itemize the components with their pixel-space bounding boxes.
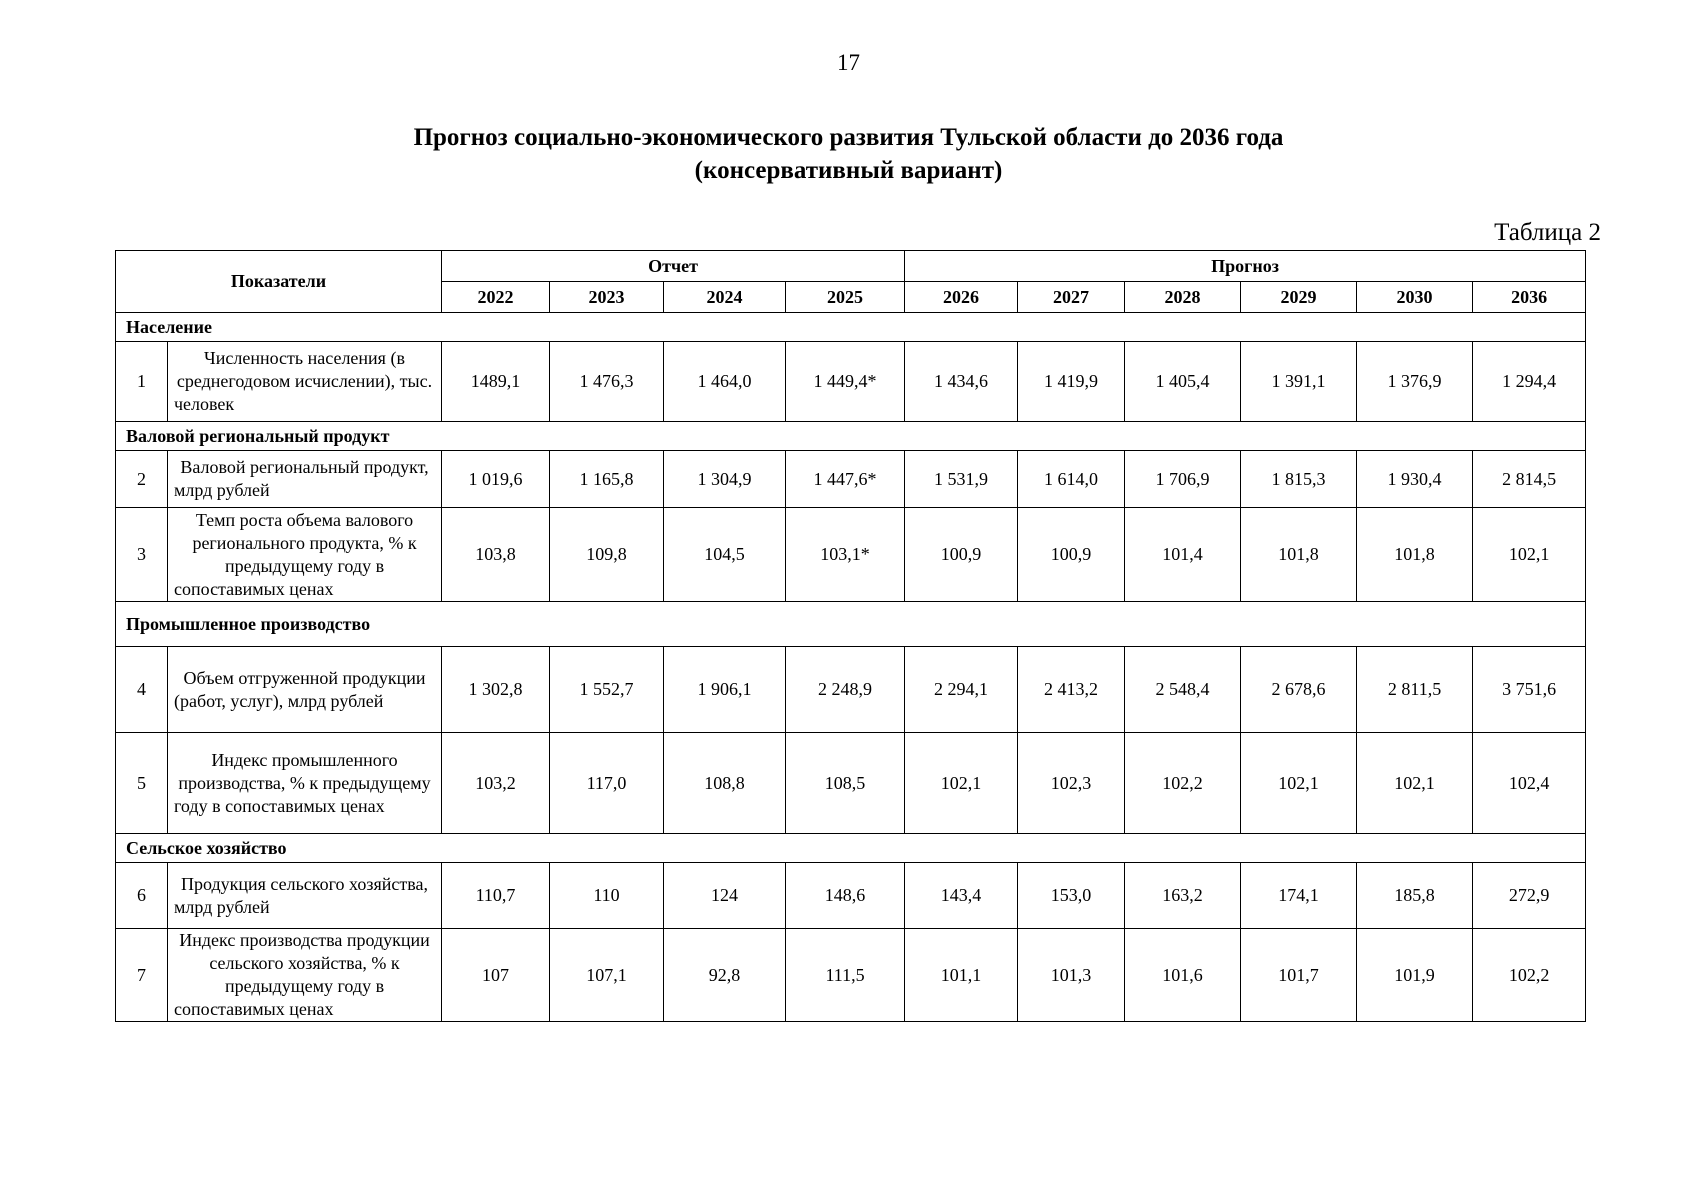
value-cell-2028: 101,6	[1125, 929, 1241, 1022]
value-cell-2025: 148,6	[786, 863, 905, 929]
value-cell-2025: 103,1*	[786, 508, 905, 602]
header-year-2036: 2036	[1473, 282, 1586, 313]
header-indicators: Показатели	[116, 251, 442, 313]
row-number: 2	[116, 451, 168, 508]
header-year-2024: 2024	[664, 282, 786, 313]
value-cell-2028: 101,4	[1125, 508, 1241, 602]
value-cell-2028: 163,2	[1125, 863, 1241, 929]
value-cell-2030: 2 811,5	[1357, 647, 1473, 733]
value-cell-2029: 101,7	[1241, 929, 1357, 1022]
value-cell-2026: 102,1	[905, 733, 1018, 834]
value-cell-2027: 2 413,2	[1018, 647, 1125, 733]
table-row	[116, 929, 1586, 1022]
value-cell-2026: 1 434,6	[905, 342, 1018, 422]
value-cell-2023: 117,0	[550, 733, 664, 834]
row-label: Продукция сельского хозяйства, млрд рублей	[168, 863, 442, 929]
document-title	[0, 121, 1697, 187]
table-row	[116, 733, 1586, 834]
value-cell-2022: 110,7	[442, 863, 550, 929]
header-year-2022: 2022	[442, 282, 550, 313]
value-cell-2025: 1 447,6*	[786, 451, 905, 508]
value-cell-2025: 108,5	[786, 733, 905, 834]
value-cell-2026: 2 294,1	[905, 647, 1018, 733]
value-cell-2036: 102,1	[1473, 508, 1586, 602]
value-cell-2029: 1 391,1	[1241, 342, 1357, 422]
value-cell-2028: 1 706,9	[1125, 451, 1241, 508]
value-cell-2022: 107	[442, 929, 550, 1022]
section-title: Население	[116, 313, 1586, 342]
value-cell-2036: 3 751,6	[1473, 647, 1586, 733]
value-cell-2025: 111,5	[786, 929, 905, 1022]
header-year-2025: 2025	[786, 282, 905, 313]
value-cell-2036: 272,9	[1473, 863, 1586, 929]
value-cell-2027: 153,0	[1018, 863, 1125, 929]
row-number: 5	[116, 733, 168, 834]
value-cell-2027: 1 419,9	[1018, 342, 1125, 422]
row-number: 1	[116, 342, 168, 422]
value-cell-2036: 102,4	[1473, 733, 1586, 834]
value-cell-2023: 1 552,7	[550, 647, 664, 733]
value-cell-2022: 1 302,8	[442, 647, 550, 733]
value-cell-2023: 1 165,8	[550, 451, 664, 508]
value-cell-2024: 92,8	[664, 929, 786, 1022]
section-row	[116, 422, 1586, 451]
value-cell-2023: 110	[550, 863, 664, 929]
value-cell-2030: 101,9	[1357, 929, 1473, 1022]
value-cell-2027: 1 614,0	[1018, 451, 1125, 508]
table-row	[116, 342, 1586, 422]
value-cell-2030: 1 930,4	[1357, 451, 1473, 508]
value-cell-2024: 124	[664, 863, 786, 929]
row-label: Темп роста объема валового регионального продукта, % к предыдущему году в сопоставимых ценах	[168, 508, 442, 602]
value-cell-2030: 1 376,9	[1357, 342, 1473, 422]
value-cell-2029: 174,1	[1241, 863, 1357, 929]
value-cell-2036: 2 814,5	[1473, 451, 1586, 508]
value-cell-2022: 103,2	[442, 733, 550, 834]
header-year-2029: 2029	[1241, 282, 1357, 313]
value-cell-2030: 101,8	[1357, 508, 1473, 602]
value-cell-2025: 1 449,4*	[786, 342, 905, 422]
row-label: Индекс промышленного производства, % к предыдущему году в сопоставимых ценах	[168, 733, 442, 834]
value-cell-2029: 2 678,6	[1241, 647, 1357, 733]
table-row	[116, 508, 1586, 602]
header-year-2027: 2027	[1018, 282, 1125, 313]
value-cell-2024: 1 464,0	[664, 342, 786, 422]
table-caption: Таблица 2	[1494, 219, 1601, 246]
value-cell-2036: 1 294,4	[1473, 342, 1586, 422]
row-number: 6	[116, 863, 168, 929]
section-row	[116, 313, 1586, 342]
value-cell-2029: 1 815,3	[1241, 451, 1357, 508]
title-line-2: (консервативный вариант)	[694, 157, 1003, 184]
row-number: 4	[116, 647, 168, 733]
value-cell-2024: 1 304,9	[664, 451, 786, 508]
section-row	[116, 834, 1586, 863]
value-cell-2027: 101,3	[1018, 929, 1125, 1022]
header-year-2030: 2030	[1357, 282, 1473, 313]
value-cell-2026: 143,4	[905, 863, 1018, 929]
value-cell-2022: 103,8	[442, 508, 550, 602]
value-cell-2023: 1 476,3	[550, 342, 664, 422]
value-cell-2026: 100,9	[905, 508, 1018, 602]
row-label: Индекс производства продукции сельского хозяйства, % к предыдущему году в сопоставимых ценах	[168, 929, 442, 1022]
title-line-1: Прогноз социально-экономического развития Тульской области до 2036 года	[413, 124, 1284, 151]
value-cell-2022: 1 019,6	[442, 451, 550, 508]
value-cell-2024: 1 906,1	[664, 647, 786, 733]
value-cell-2030: 102,1	[1357, 733, 1473, 834]
page-number: 17	[837, 50, 860, 75]
value-cell-2023: 107,1	[550, 929, 664, 1022]
value-cell-2022: 1489,1	[442, 342, 550, 422]
header-report: Отчет	[442, 251, 905, 282]
table-header	[116, 251, 1586, 313]
section-title: Валовой региональный продукт	[116, 422, 1586, 451]
value-cell-2024: 104,5	[664, 508, 786, 602]
value-cell-2028: 2 548,4	[1125, 647, 1241, 733]
forecast-table	[115, 250, 1586, 1022]
header-year-2028: 2028	[1125, 282, 1241, 313]
value-cell-2026: 1 531,9	[905, 451, 1018, 508]
row-label: Объем отгруженной продукции (работ, услуг), млрд рублей	[168, 647, 442, 733]
value-cell-2028: 1 405,4	[1125, 342, 1241, 422]
value-cell-2029: 102,1	[1241, 733, 1357, 834]
value-cell-2023: 109,8	[550, 508, 664, 602]
table-body	[116, 313, 1586, 1022]
header-year-2026: 2026	[905, 282, 1018, 313]
value-cell-2027: 102,3	[1018, 733, 1125, 834]
value-cell-2036: 102,2	[1473, 929, 1586, 1022]
table-row	[116, 451, 1586, 508]
row-label: Численность населения (в среднегодовом исчислении), тыс. человек	[168, 342, 442, 422]
table-row	[116, 647, 1586, 733]
value-cell-2024: 108,8	[664, 733, 786, 834]
section-row	[116, 602, 1586, 647]
value-cell-2029: 101,8	[1241, 508, 1357, 602]
value-cell-2025: 2 248,9	[786, 647, 905, 733]
section-title: Сельское хозяйство	[116, 834, 1586, 863]
value-cell-2028: 102,2	[1125, 733, 1241, 834]
header-forecast: Прогноз	[905, 251, 1586, 282]
header-year-2023: 2023	[550, 282, 664, 313]
row-label: Валовой региональный продукт, млрд рублей	[168, 451, 442, 508]
row-number: 3	[116, 508, 168, 602]
value-cell-2026: 101,1	[905, 929, 1018, 1022]
value-cell-2027: 100,9	[1018, 508, 1125, 602]
table-row	[116, 863, 1586, 929]
value-cell-2030: 185,8	[1357, 863, 1473, 929]
section-title: Промышленное производство	[116, 602, 1586, 647]
row-number: 7	[116, 929, 168, 1022]
